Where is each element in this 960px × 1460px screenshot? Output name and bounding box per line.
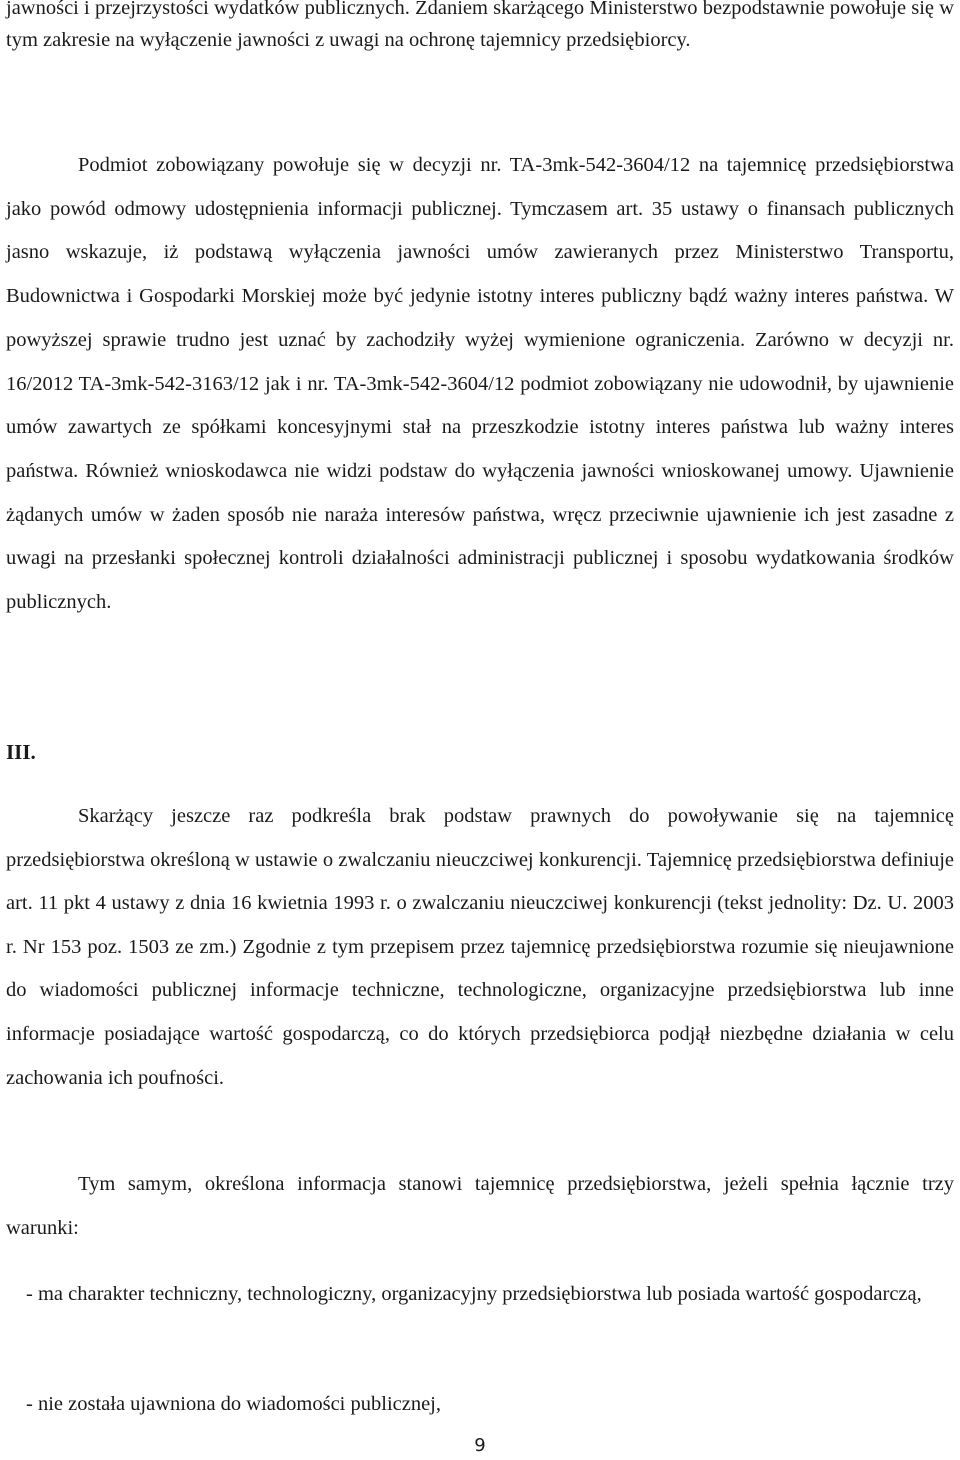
paragraph-decision-argument: Podmiot zobowiązany powołuje się w decyzji nr. TA-3mk-542-3604/12 na tajemnicę przedsiębiorstwa jako powód odmowy udostępnienia informacji publicznej. Tymczasem art. 35 ustawy o finansach publicznych jasno wskazuje, iż podstawą wyłączenia jawności umów zawieranych przez Ministerstwo Transportu, Budownictwa i Gospodarki Morskiej może być jedynie istotny interes publiczny bądź ważny interes państwa. W powyższej sprawie trudno jest uznać by zachodziły wyżej wymienione ograniczenia. Zarówno w decyzji nr. 16/2012 TA-3mk-542-3163/12 jak i nr. TA-3mk-542-3604/12 podmiot zobowiązany nie udowodnił, by ujawnienie umów zawartych ze spółkami koncesyjnymi stał na przeszkodzie istotny interes państwa lub ważny interes państwa. Również wnioskodawca nie widzi podstaw do wyłączenia jawności wnioskowanej umowy. Ujawnienie żądanych umów w żaden sposób nie naraża interesów państwa, wręcz przeciwnie ujawnienie ich jest zasadne z uwagi na przesłanki społecznej kontroli działalności administracji publicznej i sposobu wydatkowania środków publicznych.	[6, 154, 954, 614]
list-item-condition-1: - ma charakter techniczny, technologiczny, organizacyjny przedsiębiorstwa lub posiada wartość gospodarczą,	[26, 1283, 922, 1305]
paragraph-continuation: jawności i przejrzystości wydatków publicznych. Zdaniem skarżącego Ministerstwo bezpodstawnie powołuje się w tym zakresie na wyłączenie jawności z uwagi na ochronę tajemnicy przedsiębiorcy.	[6, 0, 954, 51]
paragraph-conditions-intro: Tym samym, określona informacja stanowi tajemnicę przedsiębiorstwa, jeżeli spełnia łącznie trzy warunki:	[6, 1173, 954, 1239]
list-item-condition-2: - nie została ujawniona do wiadomości publicznej,	[26, 1393, 442, 1415]
section-heading: III.	[6, 740, 36, 764]
page-number: 9	[474, 1435, 486, 1456]
paragraph-trade-secret-definition: Skarżący jeszcze raz podkreśla brak podstaw prawnych do powoływanie się na tajemnicę przedsiębiorstwa określoną w ustawie o zwalczaniu nieuczciwej konkurencji. Tajemnicę przedsiębiorstwa definiuje art. 11 pkt 4 ustawy z dnia 16 kwietnia 1993 r. o zwalczaniu nieuczciwej konkurencji (tekst jednolity: Dz. U. 2003 r. Nr 153 poz. 1503 ze zm.) Zgodnie z tym przepisem przez tajemnicę przedsiębiorstwa rozumie się nieujawnione do wiadomości publicznej informacje techniczne, technologiczne, organizacyjne przedsiębiorstwa lub inne informacje posiadające wartość gospodarczą, co do których przedsiębiorca podjął niezbędne działania w celu zachowania ich poufności.	[6, 805, 954, 1089]
